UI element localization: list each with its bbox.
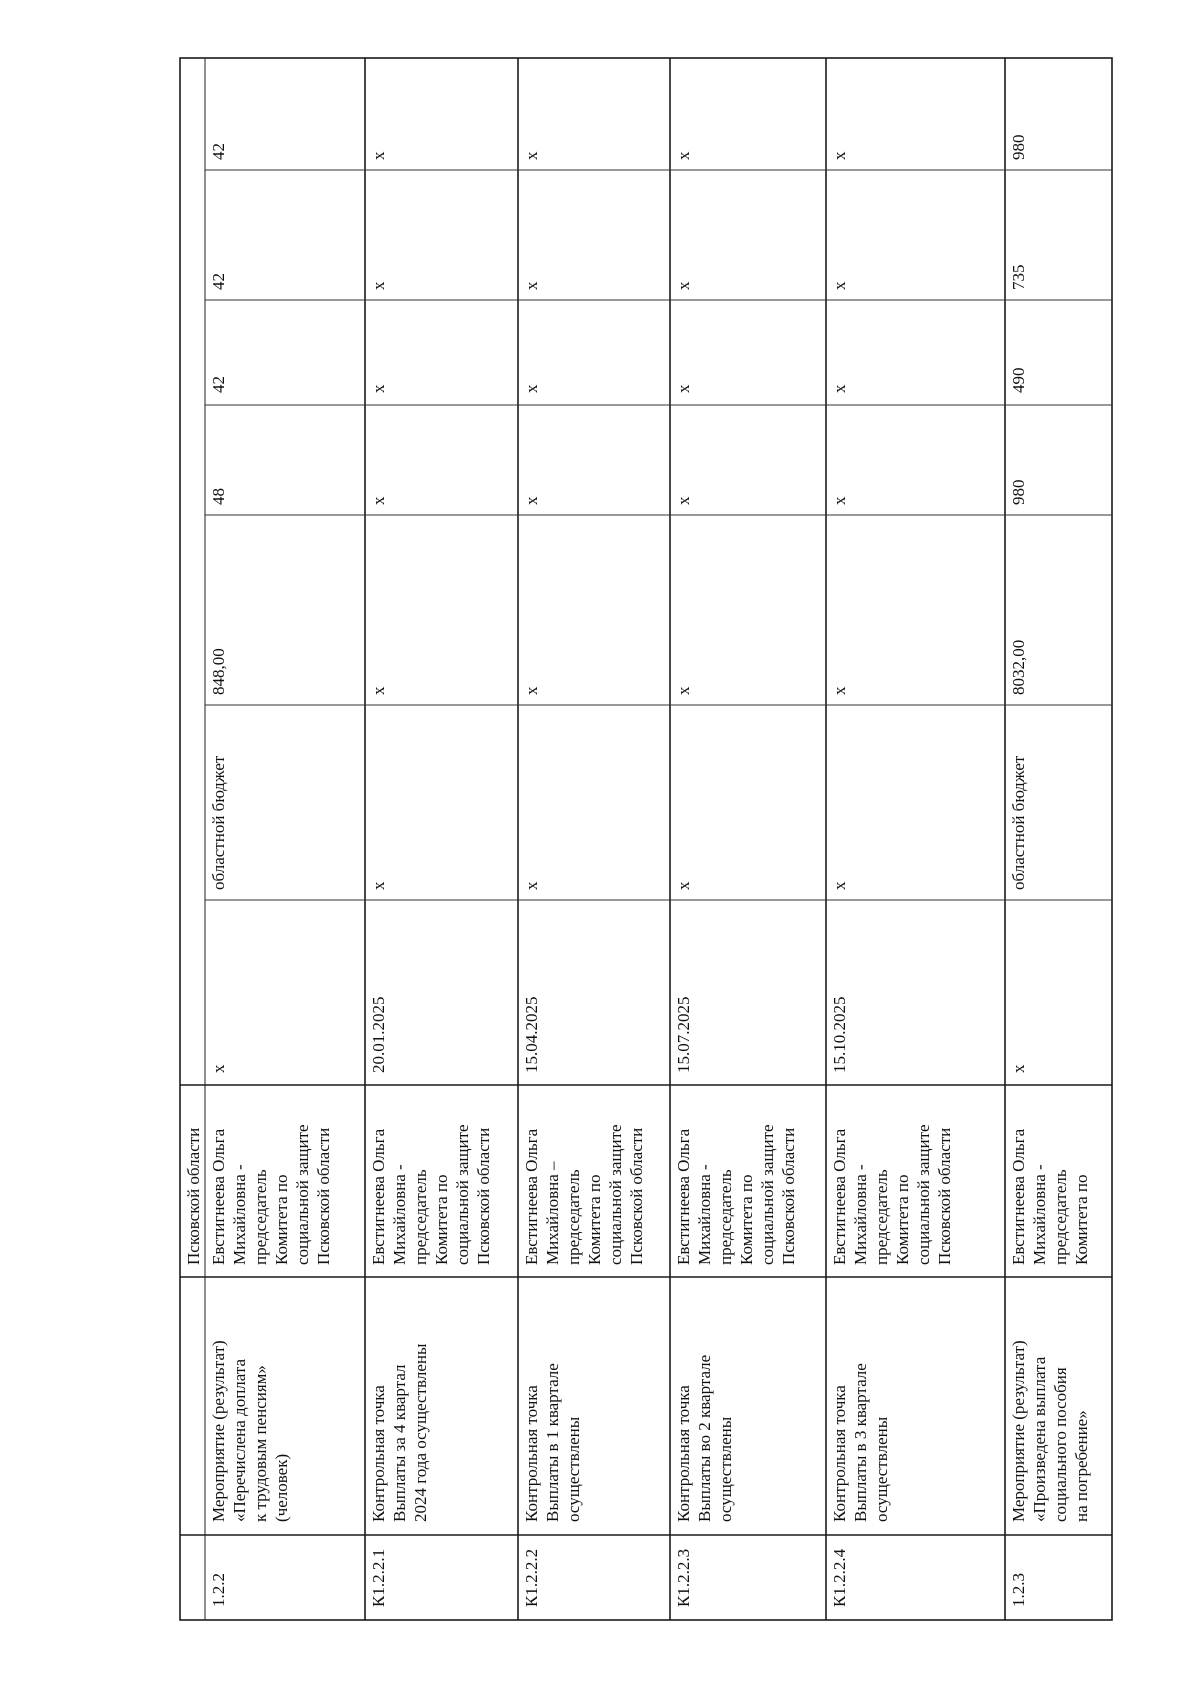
row-responsible-line: Псковской области bbox=[627, 1127, 646, 1265]
row-value-3: x bbox=[674, 281, 693, 290]
row-responsible-line: Комитета по bbox=[272, 1174, 291, 1265]
row-value-4: 980 bbox=[1009, 134, 1028, 160]
row-name-line: «Перечислена доплата bbox=[230, 1358, 249, 1522]
row-responsible-line: председатель bbox=[872, 1169, 891, 1265]
row-name-line: Выплаты в 1 квартале bbox=[543, 1363, 562, 1522]
row-date: 15.04.2025 bbox=[522, 996, 541, 1073]
row-name-line: Выплаты в 3 квартале bbox=[851, 1363, 870, 1522]
row-name-line: Выплаты во 2 квартале bbox=[695, 1354, 714, 1522]
row-value-2: 42 bbox=[209, 376, 228, 393]
row-responsible-line: Евстигнеева Ольга bbox=[209, 1128, 228, 1265]
row-number: К1.2.2.2 bbox=[522, 1548, 541, 1607]
row-number: К1.2.2.1 bbox=[369, 1548, 388, 1607]
row-funding-source: x bbox=[369, 881, 388, 890]
row-date: 15.07.2025 bbox=[674, 996, 693, 1073]
row-responsible-line: Михайловна - bbox=[230, 1164, 249, 1265]
row-number: 1.2.3 bbox=[1009, 1573, 1028, 1607]
row-responsible-line: Псковской области bbox=[474, 1127, 493, 1265]
row-funding-source: x bbox=[674, 881, 693, 890]
row-responsible-line: Комитета по bbox=[737, 1174, 756, 1265]
row-value-3: x bbox=[369, 281, 388, 290]
row-responsible-line: Евстигнеева Ольга bbox=[369, 1128, 388, 1265]
row-date: 20.01.2025 bbox=[369, 996, 388, 1073]
row-name-line: «Произведена выплата bbox=[1030, 1356, 1049, 1522]
row-value-1: x bbox=[674, 496, 693, 505]
row-value-3: x bbox=[830, 281, 849, 290]
row-name-line: на погребение» bbox=[1072, 1410, 1091, 1522]
row-amount: 848,00 bbox=[209, 648, 228, 695]
row-value-1: x bbox=[522, 496, 541, 505]
row-value-4: x bbox=[830, 151, 849, 160]
row-name-line: Контрольная точка bbox=[369, 1385, 388, 1522]
row-responsible-line: социальной защите bbox=[293, 1124, 312, 1265]
row-responsible-line: председатель bbox=[716, 1169, 735, 1265]
row-amount: 8032,00 bbox=[1009, 639, 1028, 695]
row-funding-source: областной бюджет bbox=[209, 755, 228, 890]
row-value-4: 42 bbox=[209, 143, 228, 160]
row-value-2: x bbox=[674, 384, 693, 393]
row-amount: x bbox=[674, 686, 693, 695]
row-value-1: 48 bbox=[209, 488, 228, 505]
row-responsible-line: социальной защите bbox=[758, 1124, 777, 1265]
row-responsible-line: Комитета по bbox=[432, 1174, 451, 1265]
row-name-line: к трудовым пенсиям» bbox=[251, 1365, 270, 1522]
row-value-1: x bbox=[369, 496, 388, 505]
row-value-1: 980 bbox=[1009, 479, 1028, 505]
row-responsible-line: Комитета по bbox=[893, 1174, 912, 1265]
row-value-4: x bbox=[674, 151, 693, 160]
row-value-4: x bbox=[522, 151, 541, 160]
row-responsible-line: Михайловна – bbox=[543, 1161, 562, 1265]
row-responsible-line: социальной защите bbox=[453, 1124, 472, 1265]
row-funding-source: x bbox=[830, 881, 849, 890]
row-value-3: 735 bbox=[1009, 264, 1028, 290]
row-responsible-line: председатель bbox=[1051, 1169, 1070, 1265]
row-number: К1.2.2.4 bbox=[830, 1548, 849, 1607]
row-responsible-line: Михайловна - bbox=[390, 1164, 409, 1265]
row-funding-source: областной бюджет bbox=[1009, 755, 1028, 890]
row-responsible-line: Михайловна - bbox=[695, 1164, 714, 1265]
row-number: К1.2.2.3 bbox=[674, 1548, 693, 1607]
row-responsible-line: Евстигнеева Ольга bbox=[830, 1128, 849, 1265]
row-name-line: социального пособия bbox=[1051, 1367, 1070, 1522]
row-value-1: x bbox=[830, 496, 849, 505]
row-name-line: осуществлены bbox=[872, 1416, 891, 1522]
row-name-line: осуществлены bbox=[716, 1416, 735, 1522]
row-value-2: x bbox=[369, 384, 388, 393]
row-name-line: (человек) bbox=[272, 1453, 291, 1522]
row-responsible-line: социальной защите bbox=[606, 1124, 625, 1265]
continuation-text: Псковской области bbox=[184, 1127, 203, 1265]
row-name-line: Мероприятие (результат) bbox=[209, 1340, 228, 1522]
row-name-line: Контрольная точка bbox=[522, 1385, 541, 1522]
row-responsible-line: Евстигнеева Ольга bbox=[674, 1128, 693, 1265]
row-amount: x bbox=[369, 686, 388, 695]
row-value-3: x bbox=[522, 281, 541, 290]
row-responsible-line: Евстигнеева Ольга bbox=[1009, 1128, 1028, 1265]
row-value-2: x bbox=[522, 384, 541, 393]
row-name-line: осуществлены bbox=[564, 1416, 583, 1522]
row-value-2: 490 bbox=[1009, 367, 1028, 393]
row-responsible-line: Псковской области bbox=[779, 1127, 798, 1265]
row-responsible-line: Комитета по bbox=[585, 1174, 604, 1265]
row-responsible-line: Псковской области bbox=[314, 1127, 333, 1265]
row-responsible-line: Михайловна - bbox=[851, 1164, 870, 1265]
row-responsible-line: социальной защите bbox=[914, 1124, 933, 1265]
row-responsible-line: Евстигнеева Ольга bbox=[522, 1128, 541, 1265]
row-responsible-line: председатель bbox=[411, 1169, 430, 1265]
row-amount: x bbox=[522, 686, 541, 695]
row-name-line: Выплаты за 4 квартал bbox=[390, 1364, 409, 1522]
row-number: 1.2.2 bbox=[209, 1573, 228, 1607]
row-date: 15.10.2025 bbox=[830, 996, 849, 1073]
row-amount: x bbox=[830, 686, 849, 695]
row-date: x bbox=[209, 1064, 228, 1073]
row-responsible-line: Комитета по bbox=[1072, 1174, 1091, 1265]
row-value-3: 42 bbox=[209, 273, 228, 290]
row-responsible-line: председатель bbox=[251, 1169, 270, 1265]
row-value-2: x bbox=[830, 384, 849, 393]
row-name-line: Контрольная точка bbox=[830, 1385, 849, 1522]
row-name-line: Мероприятие (результат) bbox=[1009, 1340, 1028, 1522]
row-responsible-line: Псковской области bbox=[935, 1127, 954, 1265]
row-name-line: Контрольная точка bbox=[674, 1385, 693, 1522]
row-date: x bbox=[1009, 1064, 1028, 1073]
row-value-4: x bbox=[369, 151, 388, 160]
row-name-line: 2024 года осуществлены bbox=[411, 1343, 430, 1522]
row-funding-source: x bbox=[522, 881, 541, 890]
row-responsible-line: председатель bbox=[564, 1169, 583, 1265]
row-responsible-line: Михайловна - bbox=[1030, 1164, 1049, 1265]
